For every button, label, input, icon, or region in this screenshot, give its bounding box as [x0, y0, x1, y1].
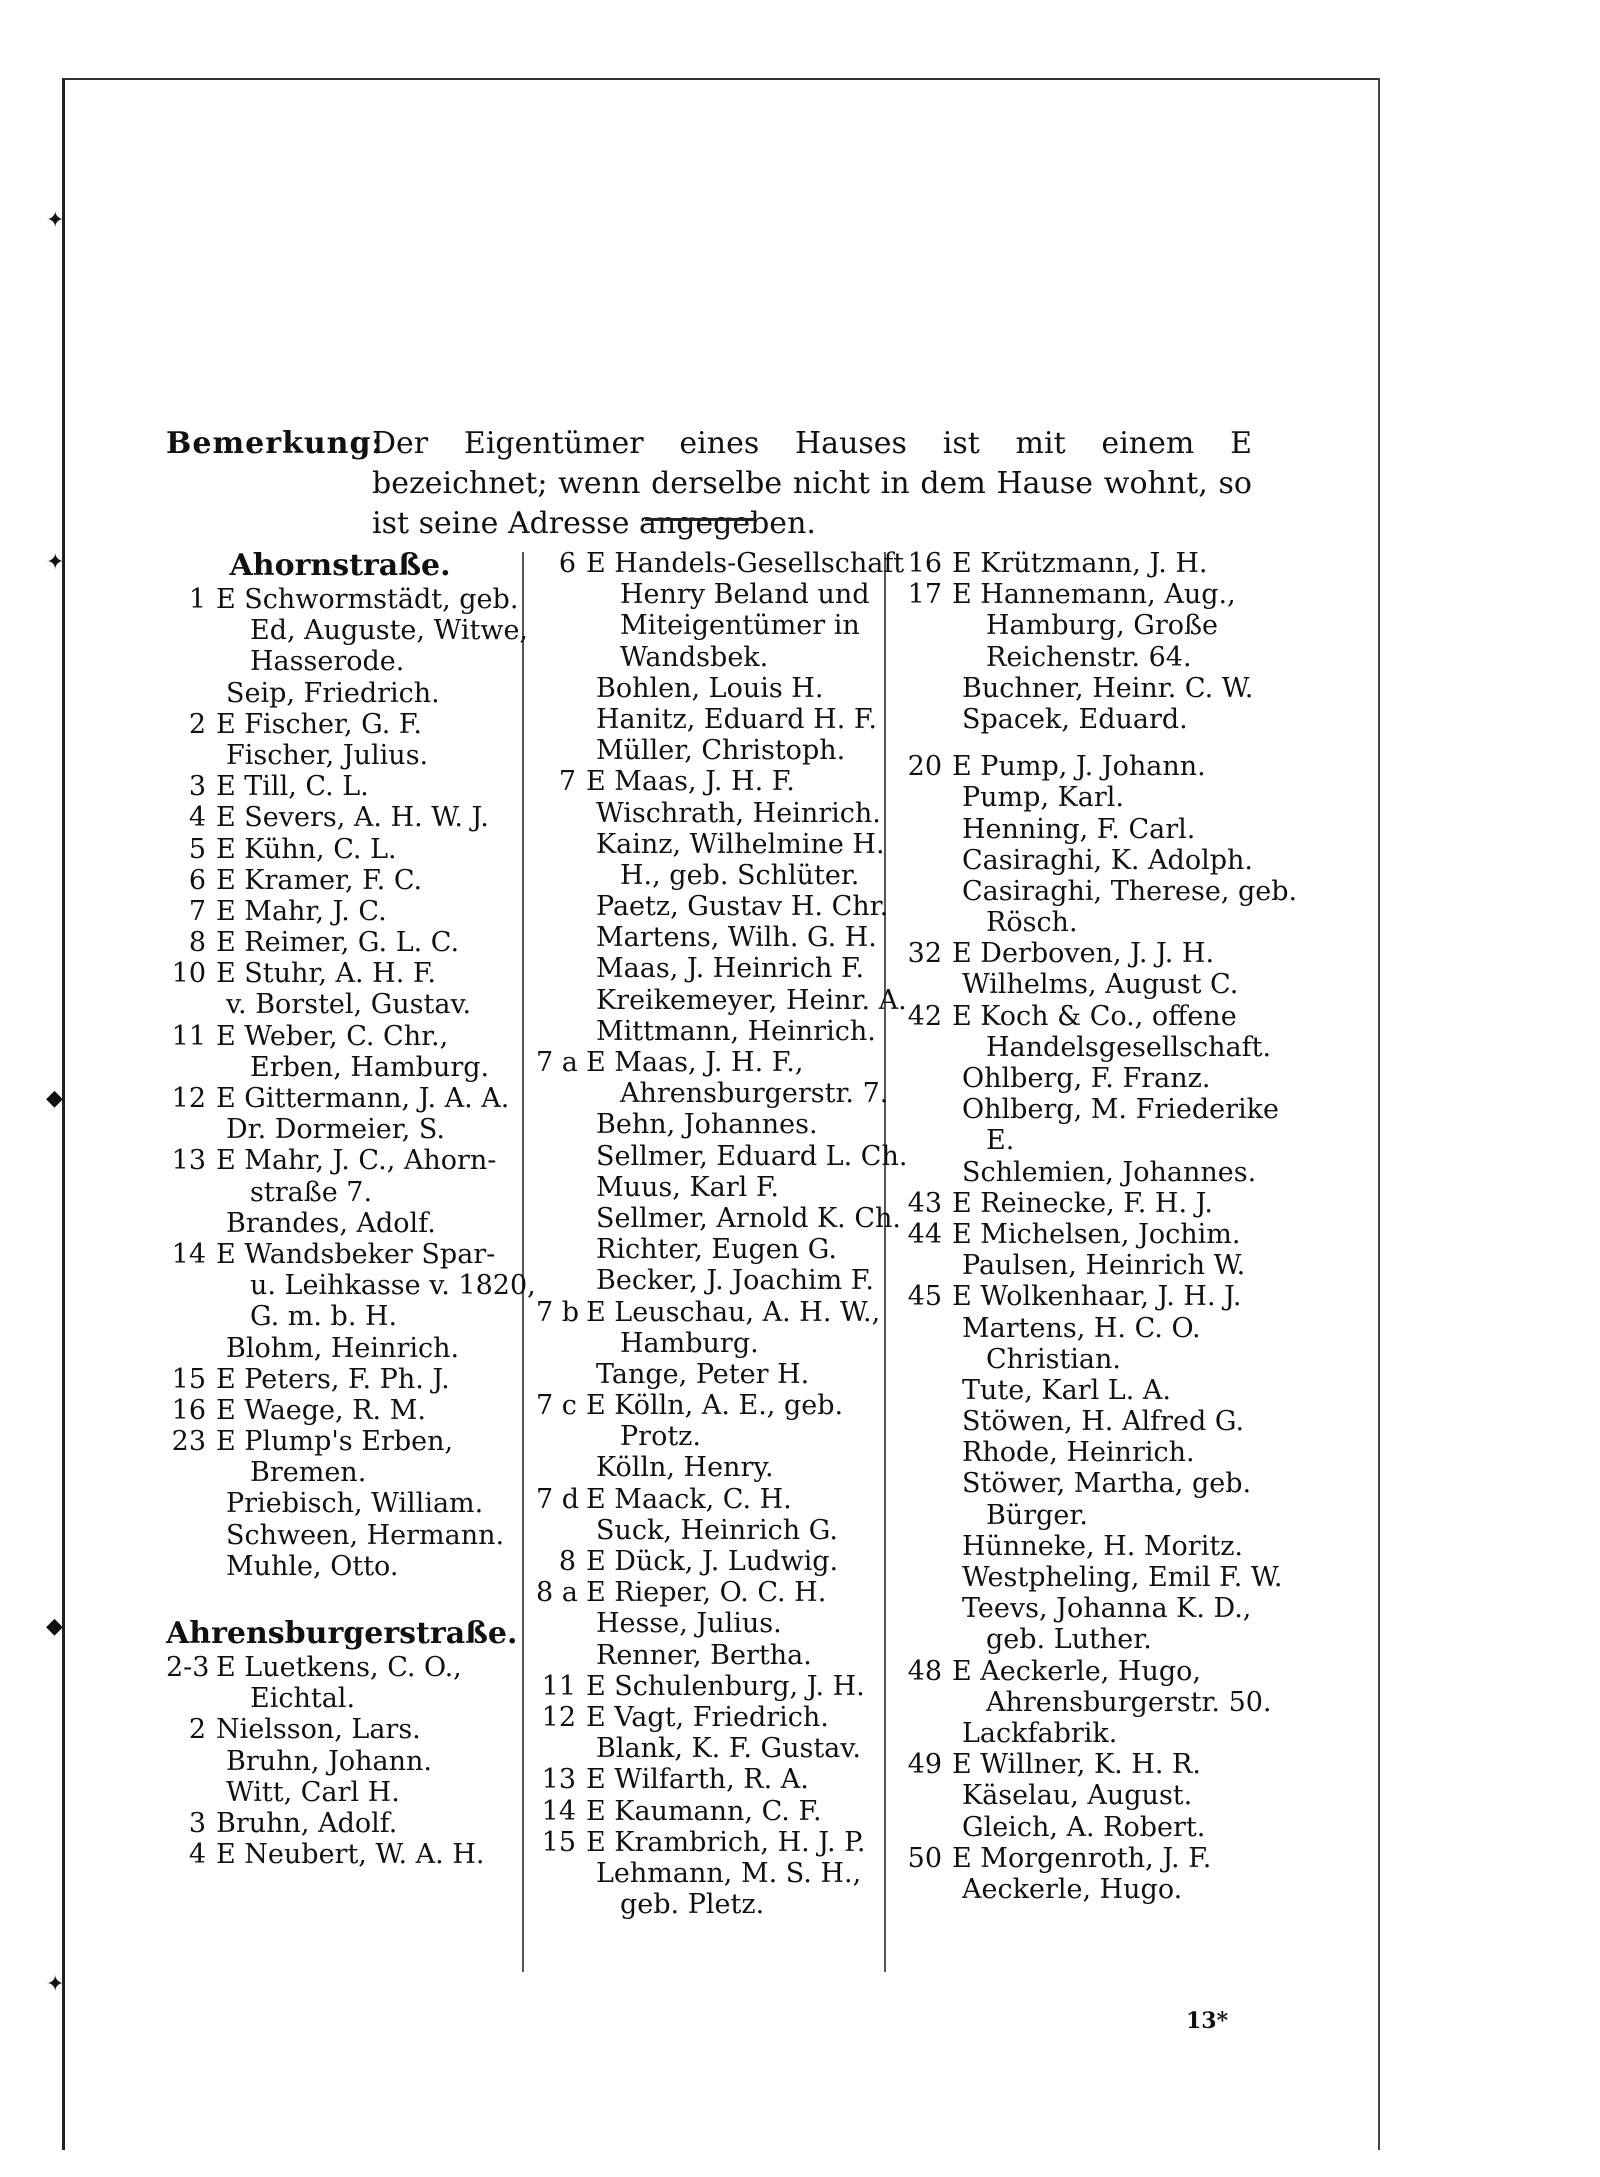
resident-entry: Martens, Wilh. G. H. [596, 922, 877, 954]
entry-text: E Maas, J. H. F., [586, 1047, 804, 1078]
house-number: 32 [907, 938, 942, 970]
entry-text: E Wandsbeker Spar- [216, 1238, 496, 1270]
resident-entry: Käselau, August. [962, 1780, 1193, 1812]
house-number: 8 [188, 927, 206, 959]
remark-label: Bemerkung: [166, 426, 384, 461]
house-number: 2 [188, 708, 206, 740]
continuation-line: geb. Luther. [986, 1624, 1152, 1656]
house-entry [536, 1484, 892, 1515]
house-entry [902, 1749, 1252, 1780]
resident-entry: Behn, Johannes. [596, 1109, 818, 1141]
continuation-line: Hamburg, Große [986, 610, 1219, 642]
house-number: 4 [188, 1839, 206, 1871]
continuation-line: geb. Pletz. [620, 1889, 765, 1921]
house-number: 43 [907, 1187, 942, 1219]
binding-mark-icon: ✦ [46, 1972, 65, 1997]
resident-entry: Ohlberg, M. Friederike [962, 1094, 1279, 1126]
entry-text: E Kramer, F. C. [216, 864, 423, 896]
house-entry [166, 1426, 514, 1457]
resident-entry: Stöwen, H. Alfred G. [962, 1406, 1245, 1438]
directory-column-1 [166, 548, 536, 1871]
resident-entry: Seip, Friedrich. [226, 677, 440, 709]
continuation-line: G. m. b. H. [250, 1301, 398, 1333]
continuation-line: Ahrensburgerstr. 50. [986, 1686, 1272, 1718]
resident-entry: Westpheling, Emil F. W. [962, 1562, 1283, 1593]
house-entry [902, 1843, 1252, 1874]
resident-entry: Stöwer, Martha, geb. [962, 1468, 1252, 1500]
resident-entry: Mittmann, Heinrich. [596, 1015, 876, 1047]
divider-rule [645, 518, 755, 521]
house-number: 2 [188, 1714, 206, 1746]
resident-entry: Wilhelms, August C. [962, 969, 1239, 1001]
binding-mark-icon: ◆ [46, 1086, 63, 1111]
house-entry [902, 1188, 1252, 1219]
entry-text: E Severs, A. H. W. J. [216, 802, 489, 834]
house-number: 4 [188, 802, 206, 834]
house-entry [166, 834, 514, 865]
entry-text: E Neubert, W. A. H. [216, 1839, 485, 1871]
resident-entry: Sellmer, Eduard L. Ch. [596, 1140, 908, 1172]
entry-text: E Reinecke, F. H. J. [952, 1187, 1213, 1219]
entry-text: E Mahr, J. C., Ahorn- [216, 1145, 497, 1177]
directory-column-3 [902, 548, 1298, 1905]
entry-text: E Fischer, G. F. [216, 708, 422, 740]
resident-entry: Lackfabrik. [962, 1717, 1118, 1749]
house-number: 7 d [536, 1483, 580, 1515]
entry-text: E Kühn, C. L. [216, 833, 397, 865]
house-number: 1 [188, 584, 206, 615]
entry-text: E Willner, K. H. R. [952, 1749, 1201, 1781]
continuation-line: Eichtal. [250, 1683, 356, 1715]
entry-text: E Maack, C. H. [586, 1483, 792, 1515]
binding-mark-icon: ◆ [46, 1614, 63, 1639]
house-entry [902, 579, 1252, 610]
continuation-line: Henry Beland und [620, 579, 870, 611]
entry-text: E Rieper, O. C. H. [586, 1577, 827, 1609]
resident-entry: Martens, H. C. O. [962, 1312, 1201, 1344]
entry-text: E Kaumann, C. F. [586, 1795, 822, 1827]
resident-entry: Gleich, A. Robert. [962, 1811, 1206, 1843]
house-entry [536, 1577, 892, 1608]
house-number: 50 [907, 1842, 942, 1874]
house-entry [902, 1281, 1252, 1312]
entry-text: E Derboven, J. J. H. [952, 938, 1215, 970]
house-entry [536, 1702, 892, 1733]
house-number: 15 [171, 1363, 206, 1395]
resident-entry: Muus, Karl F. [596, 1171, 779, 1203]
house-entry [536, 1047, 892, 1078]
entry-text: E Krambrich, H. J. P. [586, 1826, 866, 1858]
house-entry [166, 958, 514, 989]
continuation-line: Ed, Auguste, Witwe, [250, 615, 529, 647]
house-number: 7 c [536, 1390, 577, 1422]
house-number: 8 a [536, 1577, 578, 1609]
entry-text: E Schulenburg, J. H. [586, 1670, 865, 1702]
entry-text: E Handels-Gesellschaft [586, 548, 905, 579]
house-entry [902, 548, 1252, 579]
house-number: 13 [171, 1145, 206, 1177]
continuation-line: Ahrensburgerstr. 7. [620, 1078, 889, 1110]
house-number: 11 [171, 1020, 206, 1052]
entry-text: E Maas, J. H. F. [586, 766, 795, 798]
entry-text: E Dück, J. Ludwig. [586, 1546, 839, 1577]
house-entry [166, 1714, 514, 1745]
entry-text: E Koch & Co., offene [952, 1000, 1237, 1032]
house-entry [166, 865, 514, 896]
street-heading: Ahrensburgerstraße. [166, 1616, 518, 1651]
house-entry [902, 751, 1252, 782]
resident-entry: Müller, Christoph. [596, 735, 846, 767]
entry-text: Bruhn, Adolf. [216, 1807, 398, 1839]
street-heading: Ahornstraße. [229, 548, 451, 583]
resident-entry: Tange, Peter H. [596, 1358, 810, 1390]
house-number: 42 [907, 1000, 942, 1032]
resident-entry: Blank, K. F. Gustav. [596, 1733, 861, 1765]
resident-entry: Schween, Hermann. [226, 1519, 505, 1551]
entry-text: E Hannemann, Aug., [952, 579, 1236, 611]
resident-entry: Fischer, Julius. [226, 739, 429, 771]
house-number: 17 [907, 579, 942, 611]
continuation-line: Hasserode. [250, 646, 405, 678]
resident-entry: Paulsen, Heinrich W. [962, 1250, 1246, 1282]
house-number: 15 [541, 1826, 576, 1858]
house-entry [536, 548, 905, 579]
house-entry [536, 766, 892, 797]
house-entry [536, 1671, 892, 1702]
continuation-line: Miteigentümer in [620, 610, 860, 642]
binding-mark-icon: ✦ [46, 208, 65, 233]
resident-entry: Muhle, Otto. [226, 1550, 399, 1582]
house-entry [902, 938, 1252, 969]
resident-entry: Paetz, Gustav H. Chr. [596, 891, 889, 923]
entry-text: E Reimer, G. L. C. [216, 927, 460, 959]
entry-text: E Morgenroth, J. F. [952, 1842, 1212, 1874]
house-number: 2-3 [166, 1652, 210, 1683]
continuation-line: Handelsgesellschaft. [986, 1031, 1272, 1063]
resident-entry: Pump, Karl. [962, 782, 1124, 814]
house-number: 16 [907, 548, 942, 579]
entry-text: E Peters, F. Ph. J. [216, 1363, 450, 1395]
resident-entry: Casiraghi, K. Adolph. [962, 844, 1253, 876]
resident-entry: Teevs, Johanna K. D., [962, 1593, 1252, 1625]
house-number: 13 [541, 1764, 576, 1796]
house-entry [902, 1219, 1252, 1250]
house-entry [166, 1021, 514, 1052]
house-number: 44 [907, 1218, 942, 1250]
house-number: 7 [188, 895, 206, 927]
house-number: 3 [188, 1807, 206, 1839]
house-entry [166, 896, 514, 927]
entry-text: E Till, C. L. [216, 771, 369, 803]
entry-text: E Kölln, A. E., geb. [586, 1390, 844, 1422]
resident-entry: Becker, J. Joachim F. [596, 1265, 874, 1297]
resident-entry: Bohlen, Louis H. [596, 672, 824, 704]
resident-entry: Kreikemeyer, Heinr. A. [596, 984, 907, 1016]
house-entry [536, 1764, 892, 1795]
entry-text: E Stuhr, A. H. F. [216, 958, 437, 990]
continuation-line: E. [986, 1125, 1015, 1157]
house-number: 7 b [536, 1296, 580, 1328]
continuation-line: H., geb. Schlüter. [620, 859, 860, 891]
binding-mark-icon: ✦ [46, 550, 65, 575]
continuation-line: Bremen. [250, 1457, 367, 1489]
house-entry [166, 927, 514, 958]
house-entry [902, 1656, 1252, 1687]
resident-entry: Schlemien, Johannes. [962, 1156, 1257, 1188]
continuation-line: Protz. [620, 1421, 701, 1453]
resident-entry: Lehmann, M. S. H., [596, 1857, 862, 1889]
entry-text: E Krützmann, J. H. [952, 548, 1208, 579]
house-entry [536, 1546, 892, 1577]
continuation-line: Rösch. [986, 907, 1078, 939]
continuation-line: Bürger. [986, 1499, 1088, 1531]
entry-text: E Michelsen, Jochim. [952, 1218, 1241, 1250]
entry-text: Nielsson, Lars. [216, 1714, 421, 1746]
house-entry [536, 1390, 892, 1421]
house-entry [902, 1001, 1252, 1032]
house-entry [166, 1395, 514, 1426]
house-entry [536, 1297, 892, 1328]
entry-text: E Plump's Erben, [216, 1426, 454, 1458]
house-number: 48 [907, 1655, 942, 1687]
resident-entry: Sellmer, Arnold K. Ch. [596, 1202, 901, 1234]
resident-entry: Renner, Bertha. [596, 1639, 812, 1671]
entry-text: E Wolkenhaar, J. H. J. [952, 1281, 1242, 1313]
house-number: 11 [541, 1670, 576, 1702]
resident-entry: Kainz, Wilhelmine H. [596, 828, 885, 860]
resident-entry: Henning, F. Carl. [962, 813, 1196, 845]
entry-text: E Aeckerle, Hugo, [952, 1655, 1201, 1687]
resident-entry: Spacek, Eduard. [962, 703, 1188, 735]
resident-entry: Kölln, Henry. [596, 1452, 774, 1484]
entry-text: E Gittermann, J. A. A. [216, 1083, 510, 1114]
house-number: 3 [188, 771, 206, 803]
resident-entry: Hanitz, Eduard H. F. [596, 703, 877, 735]
resident-entry: v. Borstel, Gustav. [226, 989, 472, 1021]
house-entry [166, 1652, 514, 1683]
resident-entry: Bruhn, Johann. [226, 1745, 433, 1777]
house-entry [166, 709, 514, 740]
house-number: 7 [558, 766, 576, 798]
resident-entry: Rhode, Heinrich. [962, 1437, 1195, 1469]
column-separator [522, 552, 524, 1972]
resident-entry: Suck, Heinrich G. [596, 1514, 838, 1546]
entry-text: E Leuschau, A. H. W., [586, 1296, 881, 1328]
house-number: 12 [171, 1083, 206, 1114]
house-number: 8 [558, 1546, 576, 1577]
resident-entry: Hesse, Julius. [596, 1608, 782, 1640]
resident-entry: Dr. Dormeier, S. [226, 1114, 445, 1146]
house-entry [166, 584, 519, 615]
entry-text: E Mahr, J. C. [216, 895, 387, 927]
entry-text: E Waege, R. M. [216, 1394, 426, 1426]
house-entry [166, 771, 514, 802]
continuation-line: Reichenstr. 64. [986, 641, 1192, 673]
continuation-line: Wandsbek. [620, 641, 769, 673]
resident-entry: Ohlberg, F. Franz. [962, 1063, 1211, 1094]
house-number: 14 [541, 1795, 576, 1827]
resident-entry: Hünneke, H. Moritz. [962, 1530, 1244, 1562]
house-number: 23 [171, 1426, 206, 1458]
resident-entry: Priebisch, William. [226, 1488, 484, 1520]
entry-text: E Weber, C. Chr., [216, 1020, 449, 1052]
resident-entry: Brandes, Adolf. [226, 1207, 436, 1239]
house-number: 14 [171, 1238, 206, 1270]
house-entry [166, 1239, 514, 1270]
house-number: 6 [188, 864, 206, 896]
resident-entry: Casiraghi, Therese, geb. [962, 875, 1298, 907]
house-number: 6 [558, 548, 576, 579]
continuation-line: Hamburg. [620, 1327, 759, 1359]
house-number: 45 [907, 1281, 942, 1313]
house-number: 5 [188, 833, 206, 865]
resident-entry: Buchner, Heinr. C. W. [962, 672, 1254, 704]
continuation-line: Christian. [986, 1343, 1121, 1375]
entry-text: E Pump, J. Johann. [952, 751, 1206, 783]
house-entry [166, 1808, 514, 1839]
page-number: 13* [1186, 2008, 1229, 2034]
house-entry [166, 1083, 514, 1114]
entry-text: E Schwormstädt, geb. [216, 584, 519, 615]
resident-entry: Aeckerle, Hugo. [962, 1873, 1183, 1905]
continuation-line: Erben, Hamburg. [250, 1051, 490, 1083]
continuation-line: straße 7. [250, 1176, 373, 1208]
house-number: 7 a [536, 1047, 578, 1078]
house-entry [166, 1145, 514, 1176]
spacer [902, 735, 1252, 751]
house-entry [166, 1364, 514, 1395]
house-entry [536, 1827, 892, 1858]
house-number: 16 [171, 1394, 206, 1426]
resident-entry: Wischrath, Heinrich. [596, 797, 881, 829]
house-number: 49 [907, 1749, 942, 1781]
resident-entry: Witt, Carl H. [226, 1776, 400, 1808]
resident-entry: Maas, J. Heinrich F. [596, 953, 865, 985]
house-entry [166, 1839, 514, 1870]
resident-entry: Richter, Eugen G. [596, 1234, 837, 1266]
house-number: 12 [541, 1701, 576, 1733]
house-number: 20 [907, 751, 942, 783]
remark-text: Der Eigentümer eines Hauses ist mit einem E bezeichnet; wenn derselbe nicht in dem Hause wohnt, so ist seine Adresse angegeben. [372, 426, 1252, 541]
house-number: 10 [171, 958, 206, 990]
entry-text: E Wilfarth, R. A. [586, 1764, 809, 1796]
house-entry [166, 802, 514, 833]
house-entry [536, 1796, 892, 1827]
continuation-line: u. Leihkasse v. 1820, [250, 1270, 536, 1302]
entry-text: E Luetkens, C. O., [216, 1652, 462, 1683]
resident-entry: Blohm, Heinrich. [226, 1332, 460, 1364]
resident-entry: Tute, Karl L. A. [962, 1374, 1171, 1406]
directory-column-2 [536, 548, 908, 1921]
entry-text: E Vagt, Friedrich. [586, 1701, 829, 1733]
